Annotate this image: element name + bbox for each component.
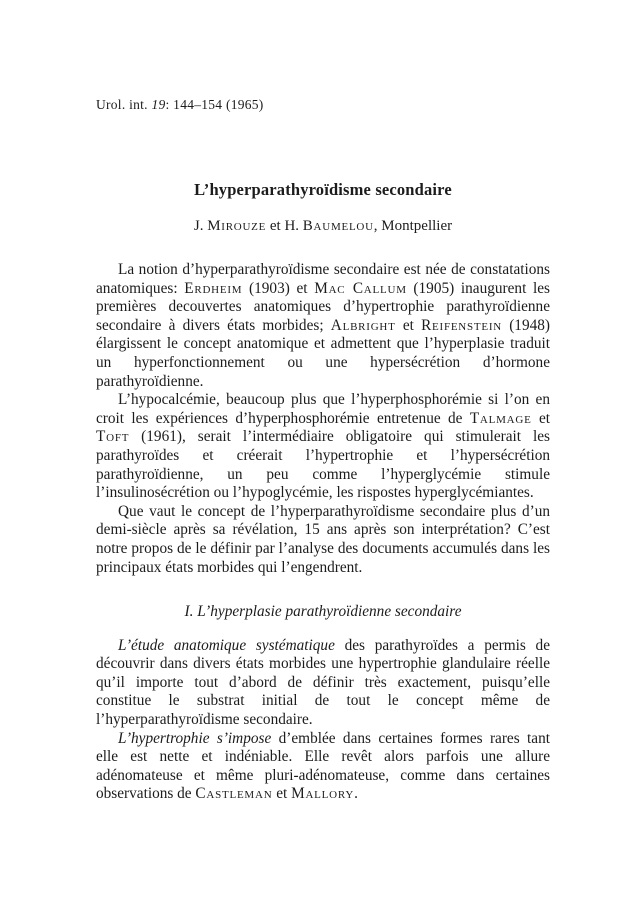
article-body (96, 261, 550, 804)
text-run: Baumelou (302, 218, 374, 234)
journal-reference (96, 97, 264, 113)
text-run: . (354, 785, 358, 803)
text-run: J. (193, 218, 208, 234)
text-run: d’emblée dans certaines formes rares tant elle est nette et indéniable. Elle revêt alors parfois une allure adénomateuse et même pluri-adénomateuse, comme dans certaines observations de (96, 729, 550, 803)
text-run: (1905) inaugurent les premières decouvertes anatomiques d’hypertrophie parathyroïdienne secondaire à divers états morbides; (96, 279, 550, 334)
paper-title: L’hyperparathyroïdisme secondaire (194, 180, 452, 199)
text-run: Urol. int. (96, 97, 152, 112)
text-run: et (531, 409, 550, 427)
text-run: Mallory (291, 785, 355, 803)
text-run: et H. (266, 218, 303, 234)
paragraph (96, 637, 550, 730)
text-run: La notion d’hyperparathyroïdisme secondaire est née de constatations anatomiques: (96, 261, 550, 297)
text-run: L’étude anatomique systématique (118, 636, 335, 654)
paragraph (96, 503, 550, 577)
text-run: (1903) et (242, 279, 315, 297)
text-run: L’hypocalcémie, beaucoup plus que l’hyperphosphorémie si l’on en croit les expériences d’hyperphosphorémie entretenue de (96, 391, 550, 427)
authors-line (96, 218, 550, 235)
text-run: 19 (151, 97, 166, 112)
text-run: (1961), serait l’intermédiaire obligatoire qui stimulerait les parathyroïdes et créerait l’hypertrophie et l’hypersécrétion parathyroïdienne, un peu comme l’hyperglycémie stimule l’insulinosécrétion ou l’hypoglycémie, les rispostes hyperglycémiantes. (96, 428, 550, 502)
paragraph (96, 261, 550, 391)
text-run: des parathyroïdes a permis de découvrir dans divers états morbides une hypertrophie glandulaire réelle qu’il importe tout d’abord de définir très exactement, puisqu’elle constitue le substrat initial de tout le concept même de l’hyperparathyroïdisme secondaire. (96, 636, 550, 729)
paragraph (96, 730, 550, 804)
text-run: (1948) élargissent le concept anatomique et admettent que l’hyperplasie traduit un hyperfonctionnement ou une hypersécrétion d’hormone parathyroïdienne. (96, 316, 550, 390)
text-run: Que vaut le concept de l’hyperparathyroïdisme secondaire plus d’un demi-siècle après sa révélation, 15 ans après son interprétation? C’est notre propos de le définir par l’analyse des documents accumulés dans les principaux états morbides qui l’engendrent. (96, 502, 550, 576)
text-run: L’hypertrophie s’impose (118, 729, 272, 747)
paragraph (96, 391, 550, 503)
text-run: Toft (96, 428, 130, 446)
text-run: : 144–154 (1965) (165, 97, 264, 112)
text-run: et (395, 316, 422, 334)
text-run: et (272, 785, 292, 803)
text-run: Talmage (469, 409, 532, 427)
text-run: , Montpellier (373, 218, 453, 234)
text-run: Reifenstein (421, 316, 503, 334)
text-run: Erdheim (184, 279, 243, 297)
text-run: I. L’hyperplasie parathyroïdienne secondaire (184, 603, 462, 621)
text-run: Mac Callum (314, 279, 407, 297)
text-run: Mirouze (207, 218, 267, 234)
section-heading (96, 603, 550, 622)
text-run: Castleman (195, 785, 273, 803)
text-run: Albright (330, 316, 396, 334)
